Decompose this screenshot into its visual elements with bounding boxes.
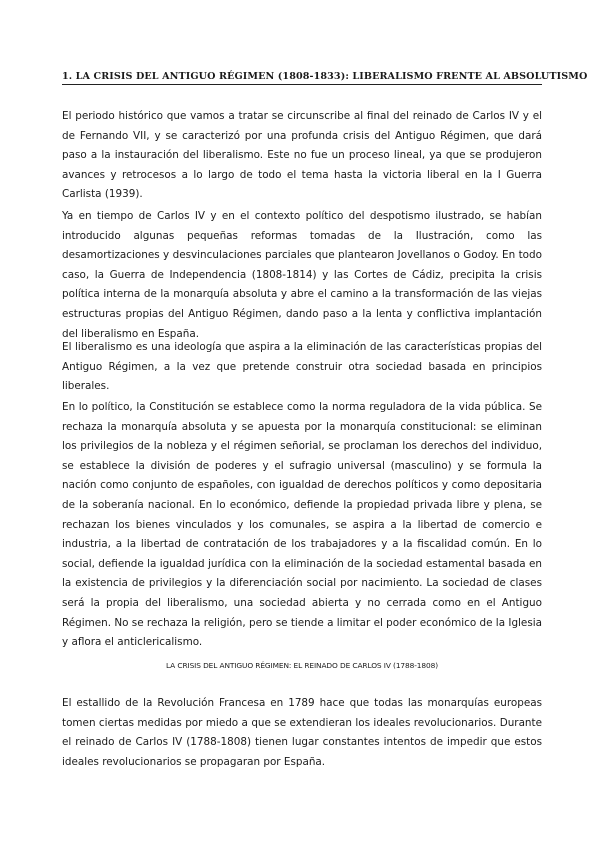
- paragraph-intro: El periodo histórico que vamos a tratar se circunscribe al final del reinado de Carlos IV y el de Fernando VII, y se caracterizó por una profunda crisis del Antiguo Régimen, que dará paso a la instauración del liberalismo. Este no fue un proceso lineal, ya que se produjeron avances y retrocesos a lo largo de todo el tema hasta la victoria liberal en la I Guerra Carlista (1939).: [62, 110, 542, 201]
- paragraph-liberalism-definition: El liberalismo es una ideología que aspira a la eliminación de las características propias del Antiguo Régimen, a la vez que pretende construir otra sociedad basada en principios liberales.: [62, 341, 542, 393]
- paragraph-french-revolution: El estallido de la Revolución Francesa en 1789 hace que todas las monarquías europeas tomen ciertas medidas por miedo a que se extendieran los ideales revolucionarios. Durante el reinado de Carlos IV (1788-1808) tienen lugar constantes intentos de impedir que estos ideales revolucionarios se propagaran por España.: [62, 697, 542, 768]
- paragraph-liberalism-principles: En lo político, la Constitución se establece como la norma reguladora de la vida pública. Se rechaza la monarquía absoluta y se apuesta por la monarquía constitucional: se eliminan los privilegios de la nobleza y el régimen señorial, se proclaman los derechos del individuo, se establece la división de poderes y el sufragio universal (masculino) y se formula la nación como conjunto de españoles, con igualdad de derechos políticos y como depositaria de la soberanía nacional. En lo económico, defiende la propiedad privada libre y plena, se rechazan los bienes vinculados y los comunales, se aspira a la libertad de comercio e industria, a la libertad de contratación de los trabajadores y a la fiscalidad común. En lo social, defiende la igualdad jurídica con la eliminación de la sociedad estamental basada en la existencia de privilegios y la diferenciación social por nacimiento. La sociedad de clases será la propia del liberalismo, una sociedad abierta y no cerrada como en el Antiguo Régimen. No se rechaza la religión, pero se tiende a limitar el poder económico de la Iglesia y aflora el anticlericalismo.: [62, 401, 542, 649]
- section-heading: 1. LA CRISIS DEL ANTIGUO RÉGIMEN (1808-1833): LIBERALISMO FRENTE AL ABSOLUTISMO: [62, 70, 542, 85]
- paragraph-carlos-iv-context: Ya en tiempo de Carlos IV y en el contexto político del despotismo ilustrado, se habían introducido algunas pequeñas reformas tomadas de la Ilustración, como las desamortizaciones y desvinculaciones parciales que plantearon Jovellanos o Godoy. En todo caso, la Guerra de Independencia (1808-1814) y las Cortes de Cádiz, precipita la crisis política interna de la monarquía absoluta y abre el camino a la transformación de las viejas estructuras propias del Antiguo Régimen, dando paso a la lenta y conflictiva implantación del liberalismo en España.: [62, 210, 542, 340]
- subsection-heading: LA CRISIS DEL ANTIGUO RÉGIMEN: EL REINADO DE CARLOS IV (1788-1808): [166, 661, 438, 670]
